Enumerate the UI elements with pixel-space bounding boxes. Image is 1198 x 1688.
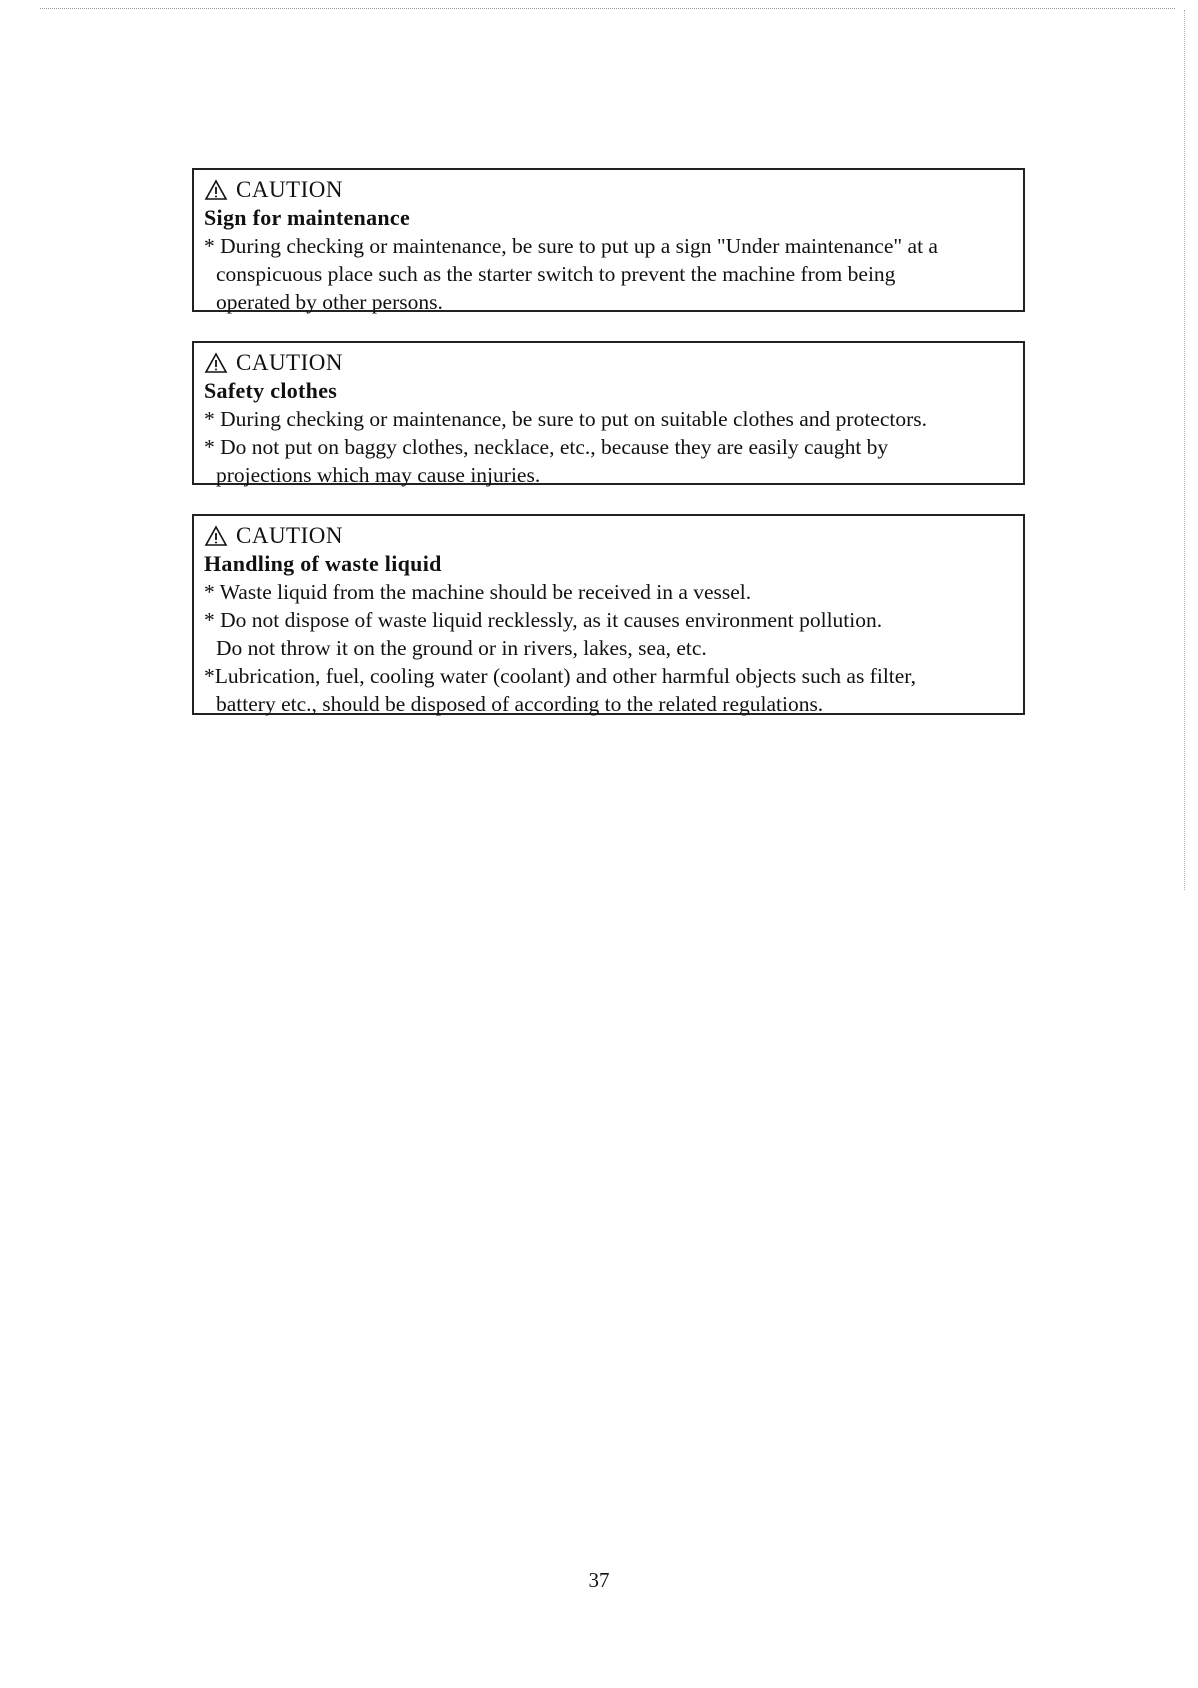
- caution-box-sign-for-maintenance: [192, 168, 1025, 312]
- page-number: 37: [588, 1568, 610, 1592]
- caution-label: CAUTION: [236, 177, 343, 202]
- caution-header: [204, 176, 1011, 204]
- caution-line: operated by other persons.: [216, 290, 443, 314]
- caution-label: CAUTION: [236, 350, 343, 375]
- caution-text: [204, 405, 1011, 489]
- caution-line: * Waste liquid from the machine should be received in a vessel.: [204, 580, 752, 604]
- caution-text: [204, 232, 1011, 316]
- caution-box-safety-clothes: [192, 341, 1025, 485]
- caution-text: [204, 578, 1011, 718]
- caution-header: [204, 349, 1011, 377]
- caution-line: conspicuous place such as the starter switch to prevent the machine from being: [216, 262, 896, 286]
- caution-line: * During checking or maintenance, be sure to put up a sign "Under maintenance" at a: [204, 234, 938, 258]
- caution-box-handling-of-waste-liquid: [192, 514, 1025, 715]
- caution-title: Sign for maintenance: [204, 205, 411, 230]
- caution-line: *Lubrication, fuel, cooling water (coolant) and other harmful objects such as filter,: [204, 664, 916, 688]
- scan-artifact-top: [40, 8, 1175, 9]
- caution-line: battery etc., should be disposed of according to the related regulations.: [216, 692, 824, 716]
- caution-line: Do not throw it on the ground or in rivers, lakes, sea, etc.: [216, 636, 707, 660]
- scan-artifact-right: [1184, 10, 1185, 890]
- warning-triangle-icon: [204, 525, 228, 547]
- caution-title: Handling of waste liquid: [204, 551, 442, 576]
- caution-line: * During checking or maintenance, be sure to put on suitable clothes and protectors.: [204, 407, 928, 431]
- caution-title: Safety clothes: [204, 378, 338, 403]
- caution-label: CAUTION: [236, 523, 343, 548]
- caution-header: [204, 522, 1011, 550]
- caution-line: * Do not put on baggy clothes, necklace, etc., because they are easily caught by: [204, 435, 889, 459]
- caution-line: * Do not dispose of waste liquid recklessly, as it causes environment pollution.: [204, 608, 883, 632]
- warning-triangle-icon: [204, 352, 228, 374]
- caution-line: projections which may cause injuries.: [216, 463, 541, 487]
- warning-triangle-icon: [204, 179, 228, 201]
